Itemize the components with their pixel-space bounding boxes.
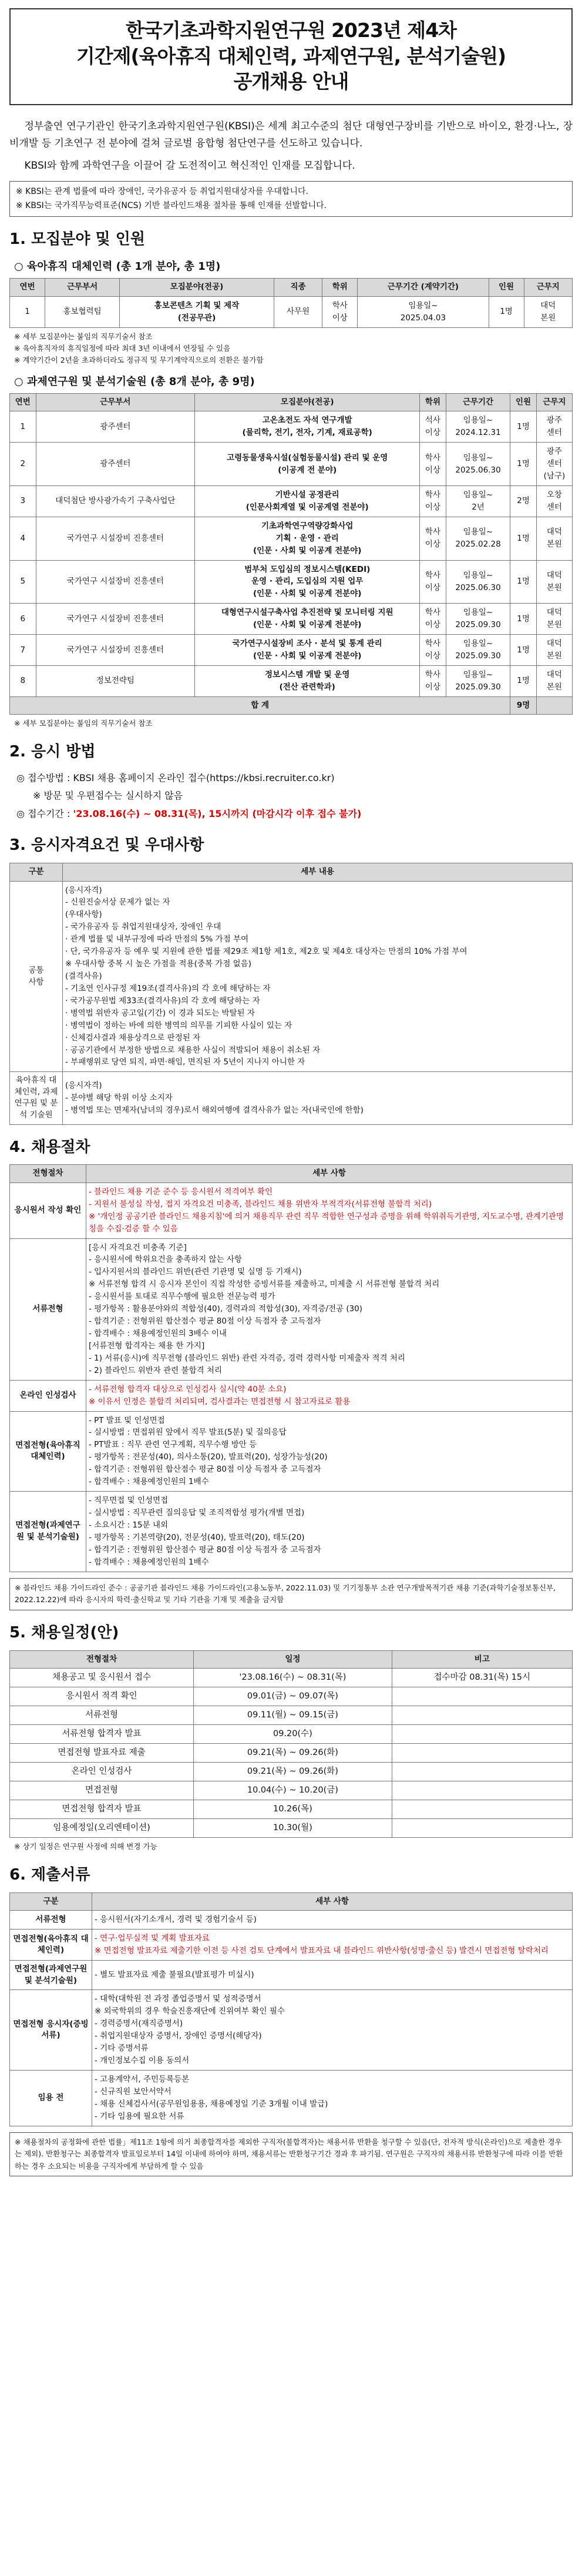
- table-row: [10, 1380, 573, 1411]
- section-heading-schedule: 5. 채용일정(안): [9, 1623, 119, 1642]
- table-cell: 임용일~ 2025.09.30: [446, 635, 510, 666]
- table-note: ※ 육아휴직자의 휴직일정에 따라 최대 3년 이내에서 연장될 수 있음: [14, 343, 231, 353]
- column-header: 연번: [10, 393, 36, 411]
- table-cell: 4: [10, 517, 36, 560]
- table-row: [10, 1687, 573, 1706]
- column-header: 구분: [10, 1892, 92, 1911]
- table-cell: [392, 1819, 572, 1838]
- table-cell: 광주 센터 (남구): [536, 443, 572, 486]
- table-cell: 대덕 본원: [536, 604, 572, 635]
- row-label: 임용 전: [10, 2070, 92, 2126]
- table-cell: 광주센터: [36, 443, 195, 486]
- table-cell: 학사 이상: [322, 296, 358, 327]
- table-body: [10, 1911, 573, 2126]
- table-cell: 10.30(월): [194, 1819, 392, 1838]
- subheading-project-researchers: ○ 과제연구원 및 분석기술원 (총 8개 분야, 총 9명): [14, 375, 255, 388]
- table-row: [10, 1669, 573, 1687]
- table-cell: 서류전형 합격자 발표: [10, 1725, 194, 1744]
- table-cell: 대덕 본원: [536, 666, 572, 697]
- column-header: 전형절차: [10, 1650, 194, 1669]
- column-header: 세부 내용: [63, 863, 573, 881]
- table-cell: [392, 1687, 572, 1706]
- table-cell: 2: [10, 443, 36, 486]
- table-cell: 면접전형 합격자 발표: [10, 1800, 194, 1819]
- parental-leave-notes: [14, 331, 573, 366]
- row-label: 육아휴직 대체인력, 과제 연구원 및 분석 기술원: [10, 1072, 63, 1124]
- table-row: [10, 1706, 573, 1725]
- table-cell: 임용일~ 2년: [446, 485, 510, 517]
- table-cell: 국가연구시설장비 조사 · 분석 및 통계 관리 (인문 · 사회 및 이공계 전분야): [195, 635, 420, 666]
- table-row: [10, 1183, 573, 1238]
- table-cell: [392, 1744, 572, 1763]
- row-text: - 응시원서(자기소개서, 경력 및 경험기술서 등): [92, 1911, 573, 1930]
- table-cell: 대덕첨단 방사광가속기 구축사업단: [36, 485, 195, 517]
- table-row: [10, 296, 573, 327]
- table-cell: 5: [10, 560, 36, 604]
- top-notes-box: [9, 181, 573, 217]
- table-cell: 채용공고 및 응시원서 접수: [10, 1669, 194, 1687]
- table-cell: 대덕 본원: [536, 635, 572, 666]
- table-cell: 임용일~ 2025.06.30: [446, 560, 510, 604]
- table-cell: 범부처 도입심의 정보시스템(KEDI) 운영 · 관리, 도입심의 지원 업무 (인문 · 사회 및 이공계 전분야): [195, 560, 420, 604]
- project-researchers-table: [9, 393, 573, 715]
- table-cell: 09.01(금) ~ 09.07(목): [194, 1687, 392, 1706]
- table-row: [10, 1961, 573, 1990]
- table-cell: 임용예정일(오리엔테이션): [10, 1819, 194, 1838]
- table-cell: 2명: [510, 485, 537, 517]
- table-cell: 10.04(수) ~ 10.20(금): [194, 1781, 392, 1800]
- table-row: [10, 411, 573, 443]
- column-header: 전형절차: [10, 1165, 86, 1183]
- table-cell: 학사 이상: [420, 604, 446, 635]
- table-cell: 면접전형: [10, 1781, 194, 1800]
- table-cell: 학사 이상: [420, 560, 446, 604]
- table-row: [10, 517, 573, 560]
- table-cell: 고온초전도 자석 연구개발 (물리학, 전기, 전자, 기계, 재료공학): [195, 411, 420, 443]
- table-cell: 대덕 본원: [536, 517, 572, 560]
- table-cell: 대덕 본원: [524, 296, 572, 327]
- total-value: 9명: [510, 696, 537, 715]
- column-header: 인원: [489, 279, 524, 297]
- apply-note: ※ 방문 및 우편접수는 실시하지 않음: [33, 790, 183, 802]
- column-header: 모집분야(전공): [195, 393, 420, 411]
- table-cell: 1명: [510, 604, 537, 635]
- table-cell: 접수마감 08.31(목) 15시: [392, 1669, 572, 1687]
- table-header-row: [10, 279, 573, 297]
- table-note: ※ 세부 모집분야는 붙임의 직무기술서 참조: [14, 331, 153, 341]
- section-heading-recruitment: 1. 모집분야 및 인원: [9, 230, 145, 249]
- table-cell: 임용일~ 2025.09.30: [446, 604, 510, 635]
- project-table-note: ※ 세부 모집분야는 붙임의 직무기술서 참조: [14, 719, 153, 728]
- column-header: 세부 사항: [86, 1165, 573, 1183]
- table-cell: 1명: [489, 296, 524, 327]
- schedule-table: [9, 1650, 573, 1838]
- row-label: 면접전형(과제연구원 및 분석기술원): [10, 1961, 92, 1990]
- column-header: 모집분야(전공): [120, 279, 274, 297]
- table-row: [10, 2070, 573, 2126]
- table-cell: 오창 센터: [536, 485, 572, 517]
- table-cell: 면접전형 발표자료 제출: [10, 1744, 194, 1763]
- table-cell: 학사 이상: [420, 485, 446, 517]
- row-label: 면접전형(육아휴직 대체인력): [10, 1411, 86, 1492]
- procedure-table: [9, 1164, 573, 1572]
- table-cell: 1: [10, 296, 45, 327]
- intro-paragraph-1: 정부출연 연구기관인 한국기초과학지원연구원(KBSI)은 세계 최고수준의 첨단 대형연구장비를 기반으로 바이오, 환경·나노, 장비개발 등 기초연구 전 분야에 걸쳐 글로벌 융합형 첨단연구를 선도하고 있습니다.: [9, 120, 573, 150]
- apply-period-line: [16, 805, 573, 823]
- column-header: 인원: [510, 393, 537, 411]
- table-cell: [392, 1725, 572, 1744]
- table-cell: 09.21(목) ~ 09.26(화): [194, 1744, 392, 1763]
- total-label: 합 계: [10, 696, 510, 715]
- table-cell: 임용일~ 2025.09.30: [446, 666, 510, 697]
- table-row: [10, 881, 573, 1072]
- column-header: 비고: [392, 1650, 572, 1669]
- top-note: ※ KBSI는 관계 법률에 따라 장애인, 국가유공자 등 취업지원대상자를 우대합니다.: [16, 186, 308, 196]
- table-row: [10, 1781, 573, 1800]
- total-row: [10, 696, 573, 715]
- table-row: [10, 1763, 573, 1781]
- subheading-parental-leave: ○ 육아휴직 대체인력 (총 1개 분야, 총 1명): [14, 260, 221, 273]
- column-header: 구분: [10, 863, 63, 881]
- column-header: 학위: [420, 393, 446, 411]
- row-text: - 별도 발표자료 제출 불필요(발표평가 미실시): [92, 1961, 573, 1990]
- table-cell: 기반시설 공정관리 (인문사회계열 및 이공계열 전분야): [195, 485, 420, 517]
- section-heading-documents: 6. 제출서류: [9, 1866, 90, 1884]
- table-row: [10, 1072, 573, 1124]
- schedule-note: ※ 상기 일정은 연구원 사정에 의해 변경 가능: [14, 1842, 157, 1851]
- section-heading-procedure: 4. 채용절차: [9, 1138, 90, 1156]
- table-row: [10, 1990, 573, 2071]
- row-text: (응시자격) - 분야별 해당 학위 이상 소지자 - 병역법 또는 면제자(남녀의 경우)로서 해외여행에 결격사유가 없는 자(내국인에 한함): [63, 1072, 573, 1124]
- row-label: 서류전형: [10, 1238, 86, 1380]
- table-cell: 임용일~ 2025.04.03: [358, 296, 489, 327]
- table-cell: 광주센터: [36, 411, 195, 443]
- table-cell: 정보시스템 개발 및 운영 (전산 관련학과): [195, 666, 420, 697]
- table-cell: 임용일~ 2025.06.30: [446, 443, 510, 486]
- table-row: [10, 1744, 573, 1763]
- table-cell: 대형연구시설구축사업 추진전략 및 모니터링 지원 (인문 · 사회 및 이공계 전분야): [195, 604, 420, 635]
- table-cell: 1명: [510, 517, 537, 560]
- row-label: 면접전형(육아휴직 대체인력): [10, 1930, 92, 1961]
- table-cell: 학사 이상: [420, 666, 446, 697]
- table-cell: 09.11(월) ~ 09.15(금): [194, 1706, 392, 1725]
- table-cell: 고령동물생육시설(실험동물시설) 관리 및 운영 (이공계 전 분야): [195, 443, 420, 486]
- apply-period-label: ◎ 접수기간 :: [16, 808, 73, 819]
- table-row: [10, 1911, 573, 1930]
- table-cell: 국가연구 시설장비 진흥센터: [36, 560, 195, 604]
- row-label: 온라인 인성검사: [10, 1380, 86, 1411]
- column-header: 일정: [194, 1650, 392, 1669]
- documents-table: [9, 1892, 573, 2126]
- table-cell: 1명: [510, 443, 537, 486]
- table-row: [10, 1725, 573, 1744]
- table-body: [10, 1183, 573, 1572]
- row-label: 면접전형 응시자(증빙서류): [10, 1990, 92, 2071]
- column-header: 근무지: [524, 279, 572, 297]
- row-text: - PT 발표 및 인성면접 - 실시방법 : 면접위원 앞에서 직무 발표(5분) 및 질의응답 - PT발표 : 직무 관련 연구계획, 직무수행 방안 등 - 평가항목 : 전문성(40), 의사소통(20), 발표력(20), 성장가능성(20) - 합격기준 : 전형위원 합산점수 평균 80점 이상 득점자 중 고득점자 - 합격배수 : 채용예정인원의 1배수: [86, 1411, 573, 1492]
- table-cell: 1명: [510, 560, 537, 604]
- table-cell: 학사 이상: [420, 443, 446, 486]
- row-text: - 직무면접 및 인성면접 - 실시방법 : 직무관련 질의응답 및 조직적합성 평가(개별 면접) - 소요시간 : 15분 내외 - 평가항목 : 기본역량(20), 전문성(40), 발표력(20), 태도(20) - 합격기준 : 전형위원 합산점수 평균 80점 이상 득점자 중 고득점자 - 합격배수 : 채용예정인원의 1배수: [86, 1492, 573, 1572]
- table-cell: [392, 1781, 572, 1800]
- table-row: [10, 1238, 573, 1380]
- column-header: 근무부서: [45, 279, 120, 297]
- table-row: [10, 1930, 573, 1961]
- table-cell: [392, 1763, 572, 1781]
- column-header: 학위: [322, 279, 358, 297]
- row-text: (응시자격) - 신원진술서상 문제가 없는 자 (우대사항) - 국가유공자 등 취업지원대상자, 장애인 우대 · 관계 법률 및 내부규정에 따라 만점의 5% 가점 부여 · 단, 국가유공자 등 예우 및 지원에 관한 법률 제29조 제1항 제1호, 제2호 및 제4호 대상자는 만점의 10% 가점 부여 ※ 우대사항 중복 시 높은 가점을 적용(중복 가점 없음) (결격사유) - 기초연 인사규정 제19조(결격사유)의 각 호에 해당하는 자 · 국가공무원법 제33조(결격사유)의 각 호에 해당하는 자 · 병역법 위반자 공고일(기간) 이 경과 되도는 박탈된 자 · 병역법이 정하는 바에 의한 병역의 의무를 기피한 사실이 있는 자 · 신체검사결과 채용상격으로 판정된 자 · 공공기관에서 부정한 방법으로 채용한 사실이 적발되어 채용이 취소된 자 - 부패행위로 당연 퇴직, 파면·해임, 면직된 자 5년이 지나지 아니한 자: [63, 881, 573, 1072]
- section-heading-qualifications: 3. 응시자격요건 및 우대사항: [9, 836, 204, 855]
- table-cell: 1명: [510, 411, 537, 443]
- table-cell: 홍보콘텐츠 기획 및 제작 (전공무관): [120, 296, 274, 327]
- table-cell: 홍보협력팀: [45, 296, 120, 327]
- column-header: 근무부서: [36, 393, 195, 411]
- table-cell: 8: [10, 666, 36, 697]
- table-row: [10, 1819, 573, 1838]
- section-heading-application: 2. 응시 방법: [9, 743, 96, 761]
- column-header: 연번: [10, 279, 45, 297]
- table-cell: 온라인 인성검사: [10, 1763, 194, 1781]
- column-header: 직종: [274, 279, 322, 297]
- parental-leave-table: [9, 278, 573, 327]
- title-box: [9, 8, 573, 105]
- table-row: [10, 635, 573, 666]
- title-line-1: 한국기초과학지원연구원 2023년 제4차: [125, 19, 457, 42]
- table-cell: 1명: [510, 666, 537, 697]
- table-cell: 09.20(수): [194, 1725, 392, 1744]
- column-header: 근무기간 (계약기간): [358, 279, 489, 297]
- row-text: [응시 자격요건 미충족 기준] - 응시원서에 학위요건을 충족하지 않는 사항 - 입사지원서의 블라인드 위반(관련 기관명 및 실명 등 기재시) ※ 서류전형 합격 시 응시자 본인이 직접 작성한 증빙서류를 제출하고, 미제출 시 서류전형 불합격 처리 - 응시원서를 토대로 직무수행에 필요한 전문능력 평가 - 평가항목 : 활용분야와의 적합성(40), 경력과의 적합성(30), 자격증/전공 (30) - 합격기준 : 전형위원 합산점수 평균 80점 이상 득점자 중 고득점자 - 합격배수 : 채용예정인원의 3배수 이내 [서류전형 합격자는 채용 한 가지] - 1) 서류(응시)에 직무전형 (블라인드 위반) 관련 자격증, 경력 경력사항 미제출자 적격 처리 - 2) 블라인드 위반자 관련 불합격 처리: [86, 1238, 573, 1380]
- intro-paragraph-2: KBSI와 함께 과학연구을 이끌어 갈 도전적이고 혁신적인 인재를 모집합니다.: [24, 160, 355, 172]
- column-header: 근무기간: [446, 393, 510, 411]
- table-cell: [392, 1706, 572, 1725]
- table-cell: 학사 이상: [420, 517, 446, 560]
- table-row: [10, 560, 573, 604]
- page-title: [16, 18, 566, 95]
- total-empty: [536, 696, 572, 715]
- table-cell: 09.21(목) ~ 09.26(화): [194, 1763, 392, 1781]
- table-cell: 응시원서 적격 확인: [10, 1687, 194, 1706]
- top-note: ※ KBSI는 국가직무능력표준(NCS) 기반 블라인드채용 절차를 통해 인재를 선발합니다.: [16, 200, 327, 210]
- table-note: ※ 계약기간이 2년을 초과하더라도 정규직 및 무기계약직으로의 전환은 불가함: [14, 355, 264, 364]
- apply-method-line: [16, 769, 573, 787]
- apply-method: ◎ 접수방법 : KBSI 채용 홈페이지 온라인 접수(https://kbsi.recruiter.co.kr): [16, 772, 335, 784]
- table-body: [10, 411, 573, 715]
- qualifications-table: [9, 863, 573, 1125]
- row-text: - 고용계약서, 주민등록등본 - 신규직원 보안서약서 - 채용 신체검사서(공무원임용용, 채용예정일 기준 3개월 이내 발급) - 기타 임용에 필요한 서류: [92, 2070, 573, 2126]
- table-cell: 국가연구 시설장비 진흥센터: [36, 635, 195, 666]
- table-cell: 1명: [510, 635, 537, 666]
- table-row: [10, 1411, 573, 1492]
- table-cell: 학사 이상: [420, 635, 446, 666]
- table-row: [10, 1800, 573, 1819]
- table-body: [10, 1669, 573, 1838]
- table-cell: [392, 1800, 572, 1819]
- blind-guideline-note: ※ 블라인드 채용 가이드라인 준수 : 공공기관 블라인드 채용 가이드라인(고용노동부, 2022.11.03) 및 기기정통부 소관 연구개발목적기관 채용 기준(과학기술정보통신부, 2022.12.22)에 따라 응시자의 학력·출신학교 및 기타 기관을 기재 및 제출을 금지함: [9, 1578, 573, 1610]
- table-cell: 광주 센터: [536, 411, 572, 443]
- table-cell: 임용일~ 2025.02.28: [446, 517, 510, 560]
- table-header-row: [10, 393, 573, 411]
- table-cell: 임용일~ 2024.12.31: [446, 411, 510, 443]
- row-label: 응시원서 작성 확인: [10, 1183, 86, 1238]
- table-cell: 10.26(목): [194, 1800, 392, 1819]
- row-text: - 서류전형 합격자 대상으로 인성검사 실시(약 40분 소요) ※ 이유서 인정은 불합격 처리되며, 검사결과는 면접전형 시 참고자료로 활용: [86, 1380, 573, 1411]
- table-cell: 석사 이상: [420, 411, 446, 443]
- row-label: 공통 사항: [10, 881, 63, 1072]
- table-cell: 기초과학연구역량강화사업 기획 · 운영 · 관리 (인문 · 사회 및 이공계 전분야): [195, 517, 420, 560]
- table-row: [10, 443, 573, 486]
- title-line-2: 기간제(육아휴직 대체인력, 과제연구원, 분석기술원): [76, 44, 506, 68]
- row-text: - 대학(대학원 전 과정 졸업증명서 및 성적증명서 ※ 외국학위의 경우 학술진흥재단에 진위여부 확인 필수 - 경력증명서(재직증명서) - 취업지원대상자 증명서, 장애인 증명서(해당자) - 기타 증명서류 - 개인정보수집 이용 동의서: [92, 1990, 573, 2071]
- apply-period: '23.08.16(수) ~ 08.31(목), 15시까지 (마감시각 이후 접수 불가): [73, 808, 362, 819]
- table-cell: 3: [10, 485, 36, 517]
- table-row: [10, 1492, 573, 1572]
- table-cell: '23.08.16(수) ~ 08.31(목): [194, 1669, 392, 1687]
- table-cell: 6: [10, 604, 36, 635]
- intro: [9, 118, 573, 175]
- row-label: 서류전형: [10, 1911, 92, 1930]
- table-row: [10, 666, 573, 697]
- table-cell: 7: [10, 635, 36, 666]
- row-label: 면접전형(과제연구원 및 분석기술원): [10, 1492, 86, 1572]
- document-return-note: ※ 채용절차의 공정화에 관한 법률」제11조 1항에 의거 최종합격자를 제외한 구직자(불합격자)는 채용서류 반환을 청구할 수 있음(단, 전자적 방식(온라인)으로 제출한 경우는 제외). 반환청구는 최종합격자 발표일로부터 14일 이내에 하여야 하며, 채용서류는 반환청구기간 경과 후 파기됨. 연구원은 구직자의 채용서류 반환청구에 따라 이를 반환하는 경우 소요되는 비용을 구직자에게 부담하게 할 수 있음: [9, 2132, 573, 2177]
- table-row: [10, 604, 573, 635]
- column-header: 근무지: [536, 393, 572, 411]
- table-cell: 서류전형: [10, 1706, 194, 1725]
- column-header: 세부 사항: [92, 1892, 573, 1911]
- table-body: [10, 296, 573, 327]
- table-cell: 정보전략팀: [36, 666, 195, 697]
- table-cell: 국가연구 시설장비 진흥센터: [36, 604, 195, 635]
- table-cell: 1: [10, 411, 36, 443]
- table-cell: 사무원: [274, 296, 322, 327]
- table-row: [10, 485, 573, 517]
- row-text: - 연구·업무실적 및 계획 발표자료 ※ 면접전형 발표자료 제출기한 이전 등 사전 검토 단계에서 발표자료 내 블라인드 위반사항(성명·출신 등) 발견시 면접전형 탈락처리: [92, 1930, 573, 1961]
- title-line-3: 공개채용 안내: [233, 70, 349, 93]
- table-cell: 국가연구 시설장비 진흥센터: [36, 517, 195, 560]
- row-text: - 블라인드 채용 기준 준수 등 응시원서 적격여부 확인 - 지원서 불성실 작성, 접지 자격요건 미충족, 블라인드 채용 위반자 부적격자(서류전형 불합격 처리) ※ '개인정 공공기관 블라인드 채용지침'에 의거 채용직무 관련 직무 적합한 연구성과 증명을 위해 학위취득기관명, 지도교수명, 관계기관명칭을 수집·검증 할 수 있음: [86, 1183, 573, 1238]
- table-cell: 대덕 본원: [536, 560, 572, 604]
